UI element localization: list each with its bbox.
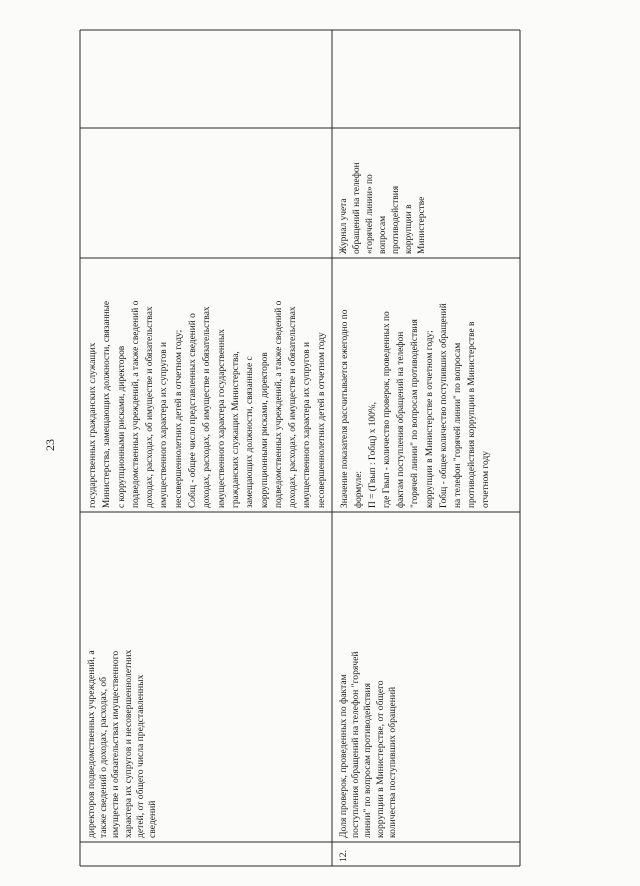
row-1-formula: государственных гражданских служащих Министерства, замещающих должности, связанные с коррупционными рисками, директоров подведомственных учреждений, а также сведений о доходах, расходах, об имуществе и обязательствах имущественного характера их супругов и несовершеннолетних детей в отчетном году; Собщ - общее число представленных сведений о доходах, расходах, об имуществе и обязательствах имущественного характера государственных гражданских служащих Министерства, замещающих должности, связанные с коррупционными рисками, директоров подведомственных учреждений, а также сведений о доходах, расходах, об имуществе и обязательствах имущественного характера их супругов и несовершеннолетних детей в отчетном году bbox=[88, 300, 327, 508]
page-number: 23 bbox=[43, 439, 57, 451]
row-1-indicator: директоров подведомственных учреждений, а также сведений о доходах, расходах, об имуществе и обязательствах имущественного характера их супругов и несовершеннолетних детей, от общего числа представленных сведений bbox=[86, 649, 159, 838]
row-2-number-cell bbox=[338, 842, 360, 862]
row-2-source-cell bbox=[338, 132, 448, 254]
row-2-indicator: Доля проверок, проведенных по фактам поступления обращений на телефон "горячей линии" по вопросам противодействия коррупции в Министерстве, от общего количества поступивших обращений bbox=[338, 651, 398, 838]
row-2-indicator-cell bbox=[338, 518, 418, 838]
row-2-number: 12. bbox=[338, 850, 349, 862]
row-2-formula: Значение показателя рассчитывается ежегодно по формуле: П = (Гвып : Гобщ) х 100%, где Гвып - количество проверок, проведенных по фактам поступления обращений на телефон "горячей линии" по вопросам противодействия коррупции в Министерстве в отчетном году; Гобщ - общее количество поступивших обращений на телефон "горячей линии" по вопросам противодействия коррупции в Министерстве в отчетном году bbox=[340, 303, 491, 508]
row-2-source: Журнал учета обращений на телефон «горячей линии» по вопросам противодействия коррупции в Министерстве bbox=[339, 162, 427, 254]
row-1-indicator-cell bbox=[86, 518, 176, 838]
row-2-formula-cell bbox=[338, 258, 514, 508]
row-1-formula-cell bbox=[86, 258, 330, 508]
